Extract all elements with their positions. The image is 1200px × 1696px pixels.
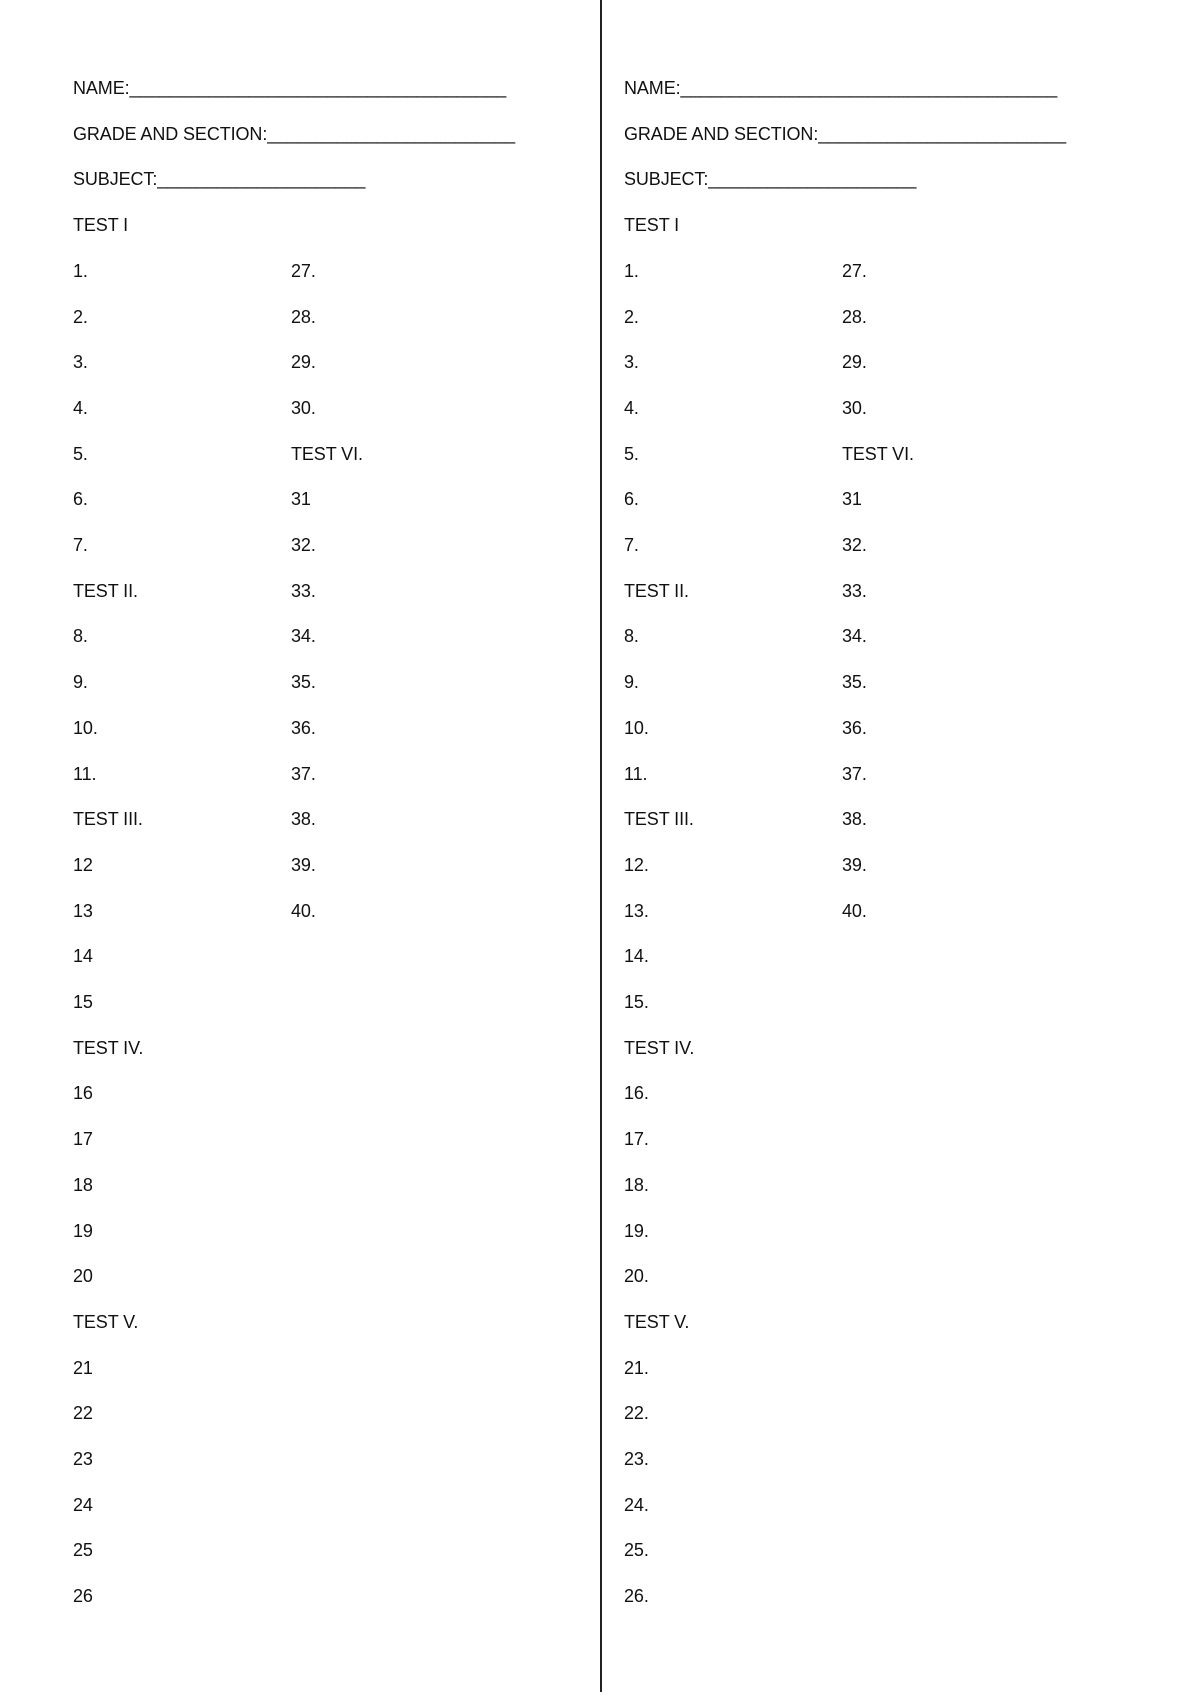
answer-item-number: 5. — [624, 443, 639, 464]
answer-item-number: 1. — [624, 260, 639, 281]
test-section-heading: TEST I — [73, 215, 129, 236]
answer-item-number: 22. — [624, 1403, 649, 1424]
answer-item-number: 35. — [291, 672, 316, 693]
answer-item-number: 35. — [842, 672, 867, 693]
answer-item-number: 33. — [842, 580, 867, 601]
answer-item-number: 20. — [624, 1266, 649, 1287]
answer-item-number: 40. — [842, 900, 867, 921]
answer-item-number: 10. — [73, 717, 98, 738]
answer-item-number: 21. — [624, 1357, 649, 1378]
answer-item-number: 2. — [624, 306, 639, 327]
answer-item-number: 3. — [73, 352, 88, 373]
answer-item-number: 39. — [842, 854, 867, 875]
answer-item-number: 13. — [624, 900, 649, 921]
answer-item-number: 39. — [291, 854, 316, 875]
answer-item-number: 24 — [73, 1494, 93, 1515]
answer-item-number: 30. — [291, 397, 316, 418]
answer-item-number: 11. — [73, 763, 97, 784]
answer-item-number: 3. — [624, 352, 639, 373]
answer-item-number: 38. — [291, 809, 316, 830]
subject-field: SUBJECT:_____________________ — [624, 169, 917, 190]
answer-item-number: 32. — [291, 535, 316, 555]
name-field: NAME:______________________________________ — [73, 78, 507, 98]
answer-item-number: 37. — [291, 763, 316, 784]
answer-item-number: 31 — [291, 489, 311, 510]
test-section-heading: TEST III. — [624, 809, 694, 830]
answer-item-number: 26 — [73, 1586, 93, 1607]
subject-field: SUBJECT:_____________________ — [73, 169, 366, 190]
answer-item-number: 22 — [73, 1403, 93, 1424]
answer-item-number: 23 — [73, 1449, 93, 1469]
answer-item-number: 9. — [73, 672, 88, 693]
answer-item-number: 6. — [624, 489, 639, 510]
answer-item-number: 5. — [73, 443, 88, 464]
name-field: NAME:______________________________________ — [624, 78, 1058, 98]
answer-item-number: 29. — [291, 352, 316, 373]
test-section-heading: TEST III. — [73, 809, 143, 830]
answer-item-number: 28. — [842, 306, 867, 327]
answer-item-number: 4. — [624, 397, 639, 418]
test-section-heading: TEST V. — [624, 1311, 690, 1332]
answer-item-number: 8. — [73, 626, 88, 647]
answer-item-number: 31 — [842, 489, 862, 510]
answer-item-number: 30. — [842, 397, 867, 418]
answer-item-number: 34. — [842, 626, 867, 647]
answer-item-number: 19. — [624, 1220, 649, 1241]
test-section-heading: TEST VI. — [291, 443, 363, 464]
answer-item-number: 7. — [73, 535, 88, 555]
answer-item-number: 15. — [624, 992, 649, 1012]
test-section-heading: TEST IV. — [73, 1037, 144, 1058]
answer-sheet-left — [0, 0, 560, 1696]
answer-item-number: 6. — [73, 489, 88, 510]
answer-item-number: 1. — [73, 260, 88, 281]
answer-item-number: 25 — [73, 1540, 93, 1561]
answer-item-number: 24. — [624, 1494, 649, 1515]
answer-item-number: 14. — [624, 946, 649, 967]
answer-item-number: 12 — [73, 854, 93, 875]
test-section-heading: TEST VI. — [842, 443, 914, 464]
answer-item-number: 15 — [73, 992, 93, 1012]
answer-item-number: 16. — [624, 1083, 649, 1104]
test-section-heading: TEST IV. — [624, 1037, 695, 1058]
answer-item-number: 23. — [624, 1449, 649, 1469]
answer-item-number: 20 — [73, 1266, 93, 1287]
answer-item-number: 4. — [73, 397, 88, 418]
answer-item-number: 16 — [73, 1083, 93, 1104]
answer-item-number: 34. — [291, 626, 316, 647]
grade-section-field: GRADE AND SECTION:_________________________ — [624, 123, 1067, 144]
answer-item-number: 10. — [624, 717, 649, 738]
answer-item-number: 33. — [291, 580, 316, 601]
test-section-heading: TEST II. — [73, 580, 138, 601]
test-section-heading: TEST I — [624, 215, 680, 236]
answer-item-number: 18 — [73, 1174, 93, 1195]
answer-item-number: 28. — [291, 306, 316, 327]
answer-sheet-right — [551, 0, 1111, 1696]
answer-item-number: 32. — [842, 535, 867, 555]
answer-item-number: 14 — [73, 946, 93, 967]
test-section-heading: TEST II. — [624, 580, 689, 601]
answer-item-number: 17 — [73, 1129, 93, 1150]
answer-item-number: 11. — [624, 763, 648, 784]
test-section-heading: TEST V. — [73, 1311, 139, 1332]
answer-item-number: 38. — [842, 809, 867, 830]
answer-item-number: 21 — [73, 1357, 93, 1378]
answer-item-number: 8. — [624, 626, 639, 647]
answer-item-number: 9. — [624, 672, 639, 693]
answer-item-number: 7. — [624, 535, 639, 555]
answer-item-number: 27. — [291, 260, 316, 281]
answer-item-number: 36. — [842, 717, 867, 738]
answer-item-number: 19 — [73, 1220, 93, 1241]
answer-item-number: 25. — [624, 1540, 649, 1561]
answer-item-number: 13 — [73, 900, 93, 921]
answer-item-number: 27. — [842, 260, 867, 281]
grade-section-field: GRADE AND SECTION:_________________________ — [73, 123, 516, 144]
answer-item-number: 26. — [624, 1586, 649, 1607]
answer-item-number: 40. — [291, 900, 316, 921]
answer-item-number: 2. — [73, 306, 88, 327]
answer-item-number: 29. — [842, 352, 867, 373]
answer-item-number: 36. — [291, 717, 316, 738]
answer-item-number: 12. — [624, 854, 649, 875]
answer-item-number: 18. — [624, 1174, 649, 1195]
answer-item-number: 17. — [624, 1129, 649, 1150]
answer-item-number: 37. — [842, 763, 867, 784]
